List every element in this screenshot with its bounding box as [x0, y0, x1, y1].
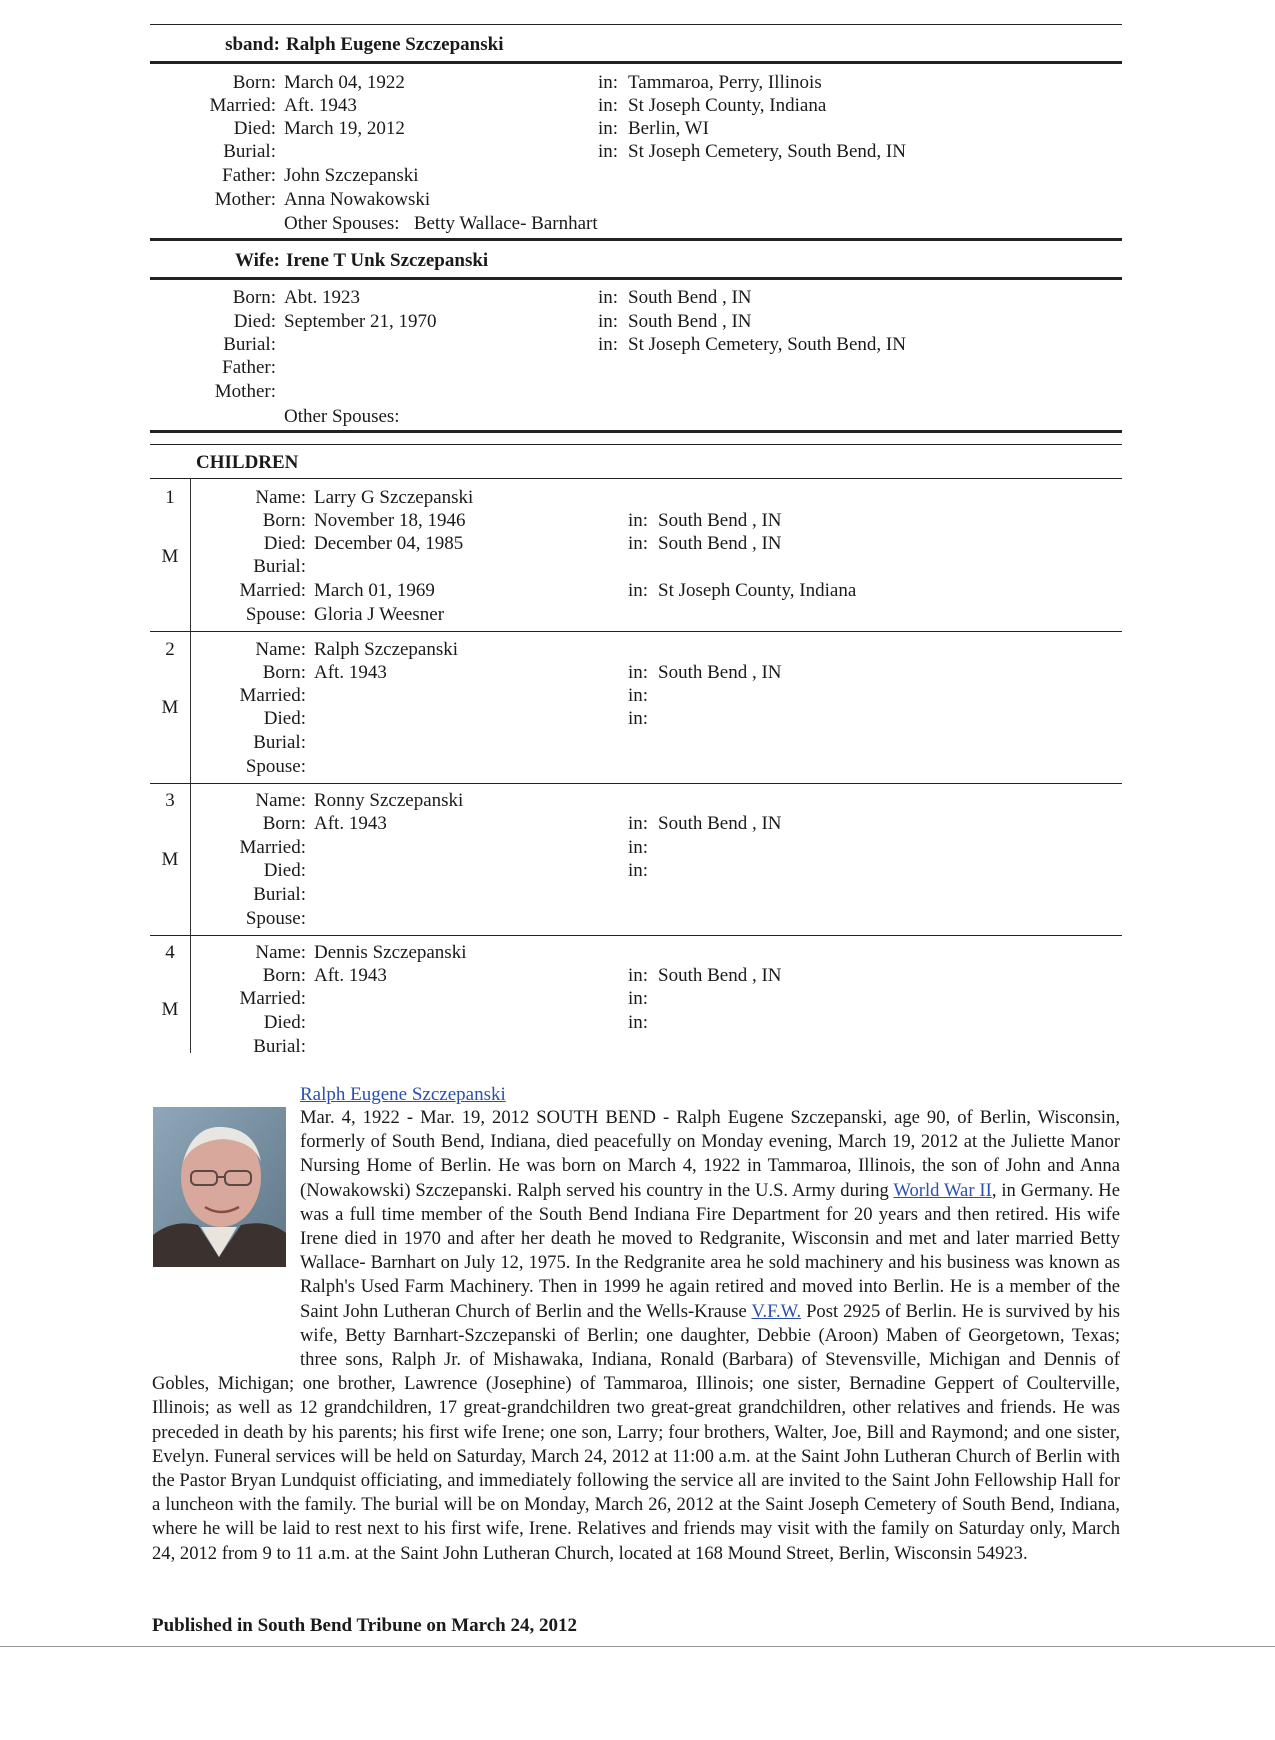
husband-header	[182, 34, 503, 56]
wife-name: Irene T Unk Szczepanski	[286, 250, 489, 271]
children-upper-rule	[150, 444, 1122, 445]
family-group-sheet: sband: Ralph Eugene Szczepanski Born: March 04, 1922 in: Tammaroa, Perry, Illinois Married: Aft. 1943 in: St Joseph County, Indiana Died: March 19, 2012 in: Berlin, WI Burial: in: St Joseph Cemetery, South Bend, IN Father: John Szczepanski Mother: Anna Nowakowski Other Spouses: Betty Wallace- Barnhart Wife: Irene T Unk Szczepanski Born: Abt. 1923 in: South Bend , IN Died: September 21, 1970 in: South Bend , IN Burial: in: St Joseph Cemetery, South Bend, IN Father: Mother: Other Spouses: CHILDREN 1 M Name: Larry G Szczepanski Born: November 18, 1946 in: South Bend , IN Died: December 04, 1985 in: South Bend , IN Burial: Married: March 01, 1969 in: St Joseph County, Indiana Spouse: Gloria J Weesner 2 M Name: Ralph Szczepanski Born: Aft. 1943 in: South Bend , IN Married: in: Died: in: Burial: Spouse: 3 M Name: Ronny Szczepanski Born: Aft. 1943 in: South Bend , IN Married: in: Died: in: Burial: Spouse: 4 M Name: Dennis Szczepanski Born: Aft. 1943 in: South Bend , IN Married: in: Died: in: Burial: Ralph Eugene Szczepanski Mar. 4, 1922 - Mar. 19, 2012 SOUTH BEND - Ralph Eugene Szczepanski, age 90, of Berlin, Wisconsin, formerly of South Bend, Indiana, died peacefully on Monday evening, March 19, 2012 at the Juliette Manor Nursing Home of Berlin. He was born on March 4, 1922 in Tammaroa, Illinois, the son of John and Anna (Nowakowski) Szczepanski. Ralph served his country in the U.S. Army during World War II, in Germany. He was a full time member of the South Bend Indiana Fire Department for 20 years and then retired. His wife Irene died in 1970 and after her death he moved to Redgranite, Wisconsin and met and later married Betty Wallace- Barnhart on July 12, 1975. In the Redgranite area he sold machinery and his business was known as Ralph's Used Farm Machinery. Then in 1999 he again retired and moved into Berlin. He is a member of the Saint John Lutheran Church of Berlin and the Wells-Krause V.F.W. Post 2925 of Berlin. He is survived by his wife, Betty Barnhart-Szczepanski of Berlin; one daughter, Debbie (Aroon) Maben of Georgetown, Texas; three sons, Ralph Jr. of Mishawaka, Indiana, Ronald (Barbara) of Stevensville, Michigan and Dennis of Gobles, Michigan; one brother, Lawrence (Josephine) of Tammaroa, Illinois; one sister, Bernadine Geppert of Coulterville, Illinois; as well as 12 grandchildren, 17 great-grandchildren two great-great grandchildren, other relatives and friends. He was preceded in death by his parents; his first wife Irene; one son, Larry; four brothers, Walter, Joe, Bill and Raymond; and one sister, Evelyn. Funeral services will be held on Saturday, March 24, 2012 at 11:00 a.m. at the Saint John Lutheran Church of Berlin with the Pastor Bryan Lundquist officiating, and immediately following the service all are invited to the Saint John Fellowship Hall for a luncheon with the family. The burial will be on Monday, March 26, 2012 at the Saint Joseph Cemetery of South Bend, Indiana, where he will be laid to rest next to his first wife, Irene. Relatives and friends may visit with the family on Saturday only, March 24, 2012 from 9 to 11 a.m. at the Saint John Lutheran Church, located at 168 Mound Street, Berlin, Wisconsin 54923. Published in South Bend Tribune on March 24, 2012	[0, 0, 1275, 1740]
vfw-link[interactable]: V.F.W.	[751, 1300, 802, 1322]
wife-died: September 21, 1970	[284, 311, 437, 332]
photo-spacer	[152, 1106, 300, 1370]
husband-name: Ralph Eugene Szczepanski	[286, 34, 504, 55]
child-born: Aft. 1943	[314, 965, 387, 986]
child-born-in: South Bend , IN	[658, 510, 782, 531]
wife-born: Abt. 1923	[284, 287, 360, 308]
husband-other-spouses: Betty Wallace- Barnhart	[413, 213, 598, 234]
children-title: CHILDREN	[196, 452, 299, 473]
child-spouse: Gloria J Weesner	[314, 604, 445, 625]
husband-mother: Anna Nowakowski	[284, 189, 431, 210]
husband-burial-in: St Joseph Cemetery, South Bend, IN	[628, 141, 906, 162]
child-married-in: St Joseph County, Indiana	[658, 580, 857, 601]
child-sex: M	[161, 849, 179, 870]
child-born-in: South Bend , IN	[658, 662, 782, 683]
husband-married-in: St Joseph County, Indiana	[628, 95, 827, 116]
child-name: Larry G Szczepanski	[314, 487, 474, 508]
world-war-ii-link[interactable]: World War II	[893, 1179, 992, 1201]
child-number: 3	[165, 790, 175, 811]
husband-died-in: Berlin, WI	[628, 118, 709, 139]
husband-born-in: Tammaroa, Perry, Illinois	[628, 72, 822, 93]
child-sex: M	[161, 697, 179, 718]
wife-label: Wife:	[234, 250, 280, 271]
child-born: Aft. 1943	[314, 813, 387, 834]
children-column-divider	[190, 478, 191, 1053]
child-sex: M	[161, 999, 179, 1020]
published-note: Published in South Bend Tribune on March 24, 2012	[152, 1615, 577, 1636]
husband-born: March 04, 1922	[284, 72, 405, 93]
wife-top-rule	[150, 238, 1122, 241]
wife-header	[182, 250, 488, 272]
bottom-edge-rule	[0, 1646, 1275, 1647]
child-divider	[150, 783, 1122, 784]
wife-burial-in: St Joseph Cemetery, South Bend, IN	[628, 334, 906, 355]
child-died-in: South Bend , IN	[658, 533, 782, 554]
children-top-rule	[150, 430, 1122, 433]
children-header-rule	[150, 478, 1122, 479]
wife-born-in: South Bend , IN	[628, 287, 752, 308]
husband-rule	[150, 61, 1122, 64]
child-number: 1	[165, 487, 175, 508]
husband-married: Aft. 1943	[284, 95, 357, 116]
child-born: Aft. 1943	[314, 662, 387, 683]
child-divider	[150, 631, 1122, 632]
husband-label: sband:	[225, 34, 280, 55]
child-number: 2	[165, 639, 175, 660]
child-name: Dennis Szczepanski	[314, 942, 467, 963]
wife-rule	[150, 277, 1122, 280]
top-rule	[150, 24, 1122, 25]
wife-died-in: South Bend , IN	[628, 311, 752, 332]
child-born-in: South Bend , IN	[658, 813, 782, 834]
child-born: November 18, 1946	[314, 510, 466, 531]
husband-died: March 19, 2012	[284, 118, 405, 139]
child-born-in: South Bend , IN	[658, 965, 782, 986]
child-married: March 01, 1969	[314, 580, 435, 601]
child-divider	[150, 935, 1122, 936]
child-died: December 04, 1985	[314, 533, 464, 554]
child-name: Ronny Szczepanski	[314, 790, 464, 811]
child-sex: M	[161, 546, 179, 567]
child-name: Ralph Szczepanski	[314, 639, 459, 660]
husband-father: John Szczepanski	[284, 165, 419, 186]
child-number: 4	[165, 942, 175, 963]
obituary-title-link[interactable]: Ralph Eugene Szczepanski	[300, 1084, 506, 1105]
obituary-text: Mar. 4, 1922 - Mar. 19, 2012 SOUTH BEND - Ralph Eugene Szczepanski, age 90, of Berlin, Wisconsin, formerly of South Bend, Indiana, died peacefully on Monday evening, March 19, 2012 at the Juliette Manor Nursing Home of Berlin. He was born on March 4, 1922 in Tammaroa, Illinois, the son of John and Anna (Nowakowski) Szczepanski. Ralph served his country in the U.S. Army during World War II, in Germany. He was a full time member of the South Bend Indiana Fire Department for 20 years and then retired. His wife Irene died in 1970 and after her death he moved to Redgranite, Wisconsin and met and later married Betty Wallace- Barnhart on July 12, 1975. In the Redgranite area he sold machinery and his business was known as Ralph's Used Farm Machinery. Then in 1999 he again retired and moved into Berlin. He is a member of the Saint John Lutheran Church of Berlin and the Wells-Krause V.F.W. Post 2925 of Berlin. He is survived by his wife, Betty Barnhart-Szczepanski of Berlin; one daughter, Debbie (Aroon) Maben of Georgetown, Texas; three sons, Ralph Jr. of Mishawaka, Indiana, Ronald (Barbara) of Stevensville, Michigan and Dennis of Gobles, Michigan; one brother, Lawrence (Josephine) of Tammaroa, Illinois; one sister, Bernadine Geppert of Coulterville, Illinois; as well as 12 grandchildren, 17 great-grandchildren two great-great grandchildren, other relatives and friends. He was preceded in death by his parents; his first wife Irene; one son, Larry; four brothers, Walter, Joe, Bill and Raymond; and one sister, Evelyn. Funeral services will be held on Saturday, March 24, 2012 at 11:00 a.m. at the Saint John Lutheran Church of Berlin with the Pastor Bryan Lundquist officiating, and immediately following the service all are invited to the Saint John Fellowship Hall for a luncheon with the family. The burial will be on Monday, March 26, 2012 at the Saint Joseph Cemetery of South Bend, Indiana, where he will be laid to rest next to his first wife, Irene. Relatives and friends may visit with the family on Saturday only, March 24, 2012 from 9 to 11 a.m. at the Saint John Lutheran Church, located at 168 Mound Street, Berlin, Wisconsin 54923.	[152, 1107, 1120, 1564]
